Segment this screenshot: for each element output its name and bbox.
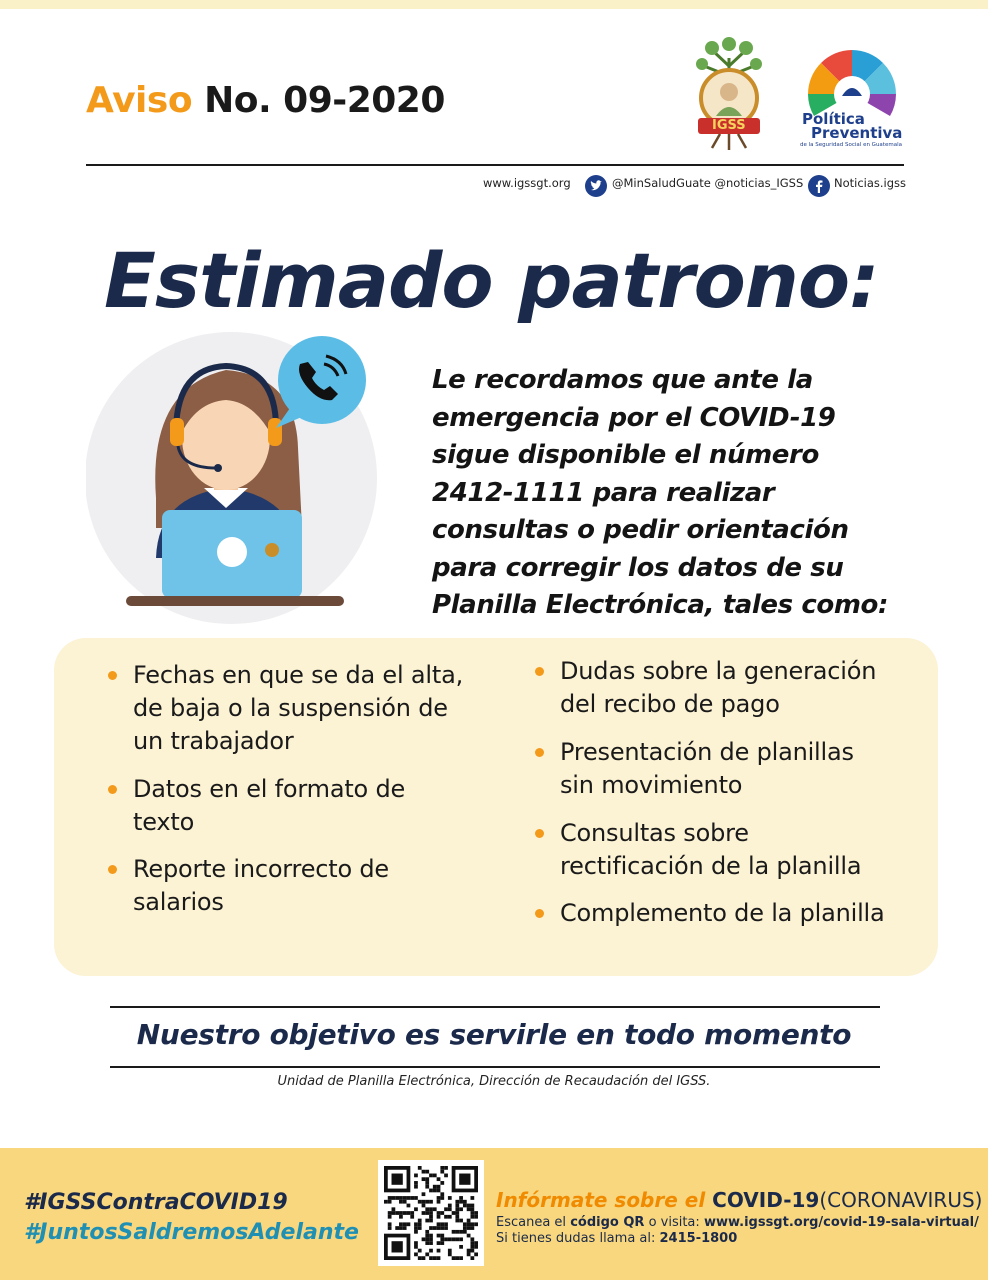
list-item (560, 817, 861, 883)
scan-prefix: Escanea el (496, 1215, 567, 1230)
header-divider (86, 164, 904, 166)
notice-number (86, 80, 445, 121)
phone-number[interactable]: 2415-1800 (659, 1231, 738, 1246)
list-item (133, 659, 463, 758)
facebook-icon[interactable] (808, 175, 830, 197)
info-heading-paren: (CORONAVIRUS) (819, 1188, 983, 1212)
scan-qr-label: código QR (570, 1215, 645, 1230)
notice-code: No. 09-2020 (204, 80, 445, 121)
intro-line: sigue disponible el número (432, 440, 819, 470)
item-line: Reporte incorrecto de (133, 855, 389, 883)
top-band (0, 0, 988, 9)
bullet-icon (108, 785, 117, 794)
bullet-icon (108, 865, 117, 874)
hashtag-primary[interactable]: #IGSSContraCOVID19 (24, 1190, 288, 1215)
tagline-divider-bottom (110, 1066, 880, 1068)
item-line: salarios (133, 888, 224, 916)
bullet-icon (535, 667, 544, 676)
intro-line: para corregir los datos de su (432, 552, 844, 583)
sala-virtual-link[interactable]: www.igssgt.org/covid-19-sala-virtual/ (703, 1215, 979, 1230)
qr-code-icon (384, 1166, 478, 1260)
item-line: texto (133, 808, 195, 836)
item-line: rectificación de la planilla (560, 852, 862, 880)
item-line: Complemento de la planilla (560, 899, 885, 927)
bullet-icon (535, 829, 544, 838)
info-heading-text: Infórmate sobre el (496, 1188, 706, 1212)
tagline: Nuestro objetivo es servirle en todo momento (136, 1018, 852, 1051)
main-title: Estimado patrono: (104, 236, 879, 325)
twitter-icon[interactable] (585, 175, 607, 197)
logo-pp-subtitle: de la Seguridad Social en Guatemala (800, 142, 902, 148)
list-item (560, 897, 885, 930)
info-heading (496, 1188, 982, 1212)
item-line: sin movimiento (560, 771, 743, 799)
facebook-page[interactable]: Noticias.igss (834, 176, 907, 190)
qr-code[interactable] (378, 1160, 484, 1266)
hashtag-secondary[interactable]: #JuntosSaldremosAdelante (24, 1220, 359, 1245)
notice-word: Aviso (86, 80, 193, 121)
item-line: Fechas en que se da el alta, (133, 661, 464, 689)
item-line: Dudas sobre la generación (560, 657, 877, 685)
item-line: Datos en el formato de (133, 775, 406, 803)
tagline-divider-top (110, 1006, 880, 1008)
intro-line: emergencia por el COVID-19 (432, 402, 836, 433)
info-heading-covid: COVID-19 (712, 1188, 820, 1212)
intro-paragraph (432, 362, 902, 625)
item-line: de baja o la suspensión de (133, 694, 448, 722)
list-item (133, 853, 389, 919)
item-line: un trabajador (133, 727, 294, 755)
item-line: Consultas sobre (560, 819, 749, 847)
website-link[interactable]: www.igssgt.org (483, 176, 571, 190)
list-item (133, 773, 405, 839)
igss-logo (690, 36, 768, 152)
item-line: Presentación de planillas (560, 738, 854, 766)
scan-mid: o visita: (648, 1215, 700, 1230)
bullet-icon (108, 671, 117, 680)
intro-line: Planilla Electrónica, tales como: (432, 590, 888, 620)
bullet-icon (535, 748, 544, 757)
logo-pp-line2: Preventiva (811, 124, 903, 142)
call-center-agent-illustration (86, 328, 386, 628)
intro-line: 2412-1111 para realizar (432, 477, 775, 508)
scan-line (496, 1215, 979, 1230)
credit-line: Unidad de Planilla Electrónica, Dirección de Recaudación del IGSS. (277, 1074, 711, 1089)
list-item (560, 736, 854, 802)
bullet-icon (535, 909, 544, 918)
logo-pp-line1: Política (802, 110, 865, 128)
intro-line: consultas o pedir orientación (432, 515, 849, 545)
twitter-handles[interactable]: @MinSaludGuate @noticias_IGSS (612, 176, 804, 190)
igss-logo-label: IGSS (712, 118, 746, 133)
phone-prefix: Si tienes dudas llama al: (496, 1231, 656, 1246)
phone-line (496, 1231, 737, 1246)
item-line: del recibo de pago (560, 690, 780, 718)
intro-line: Le recordamos que ante la (432, 365, 813, 395)
list-item (560, 655, 876, 721)
